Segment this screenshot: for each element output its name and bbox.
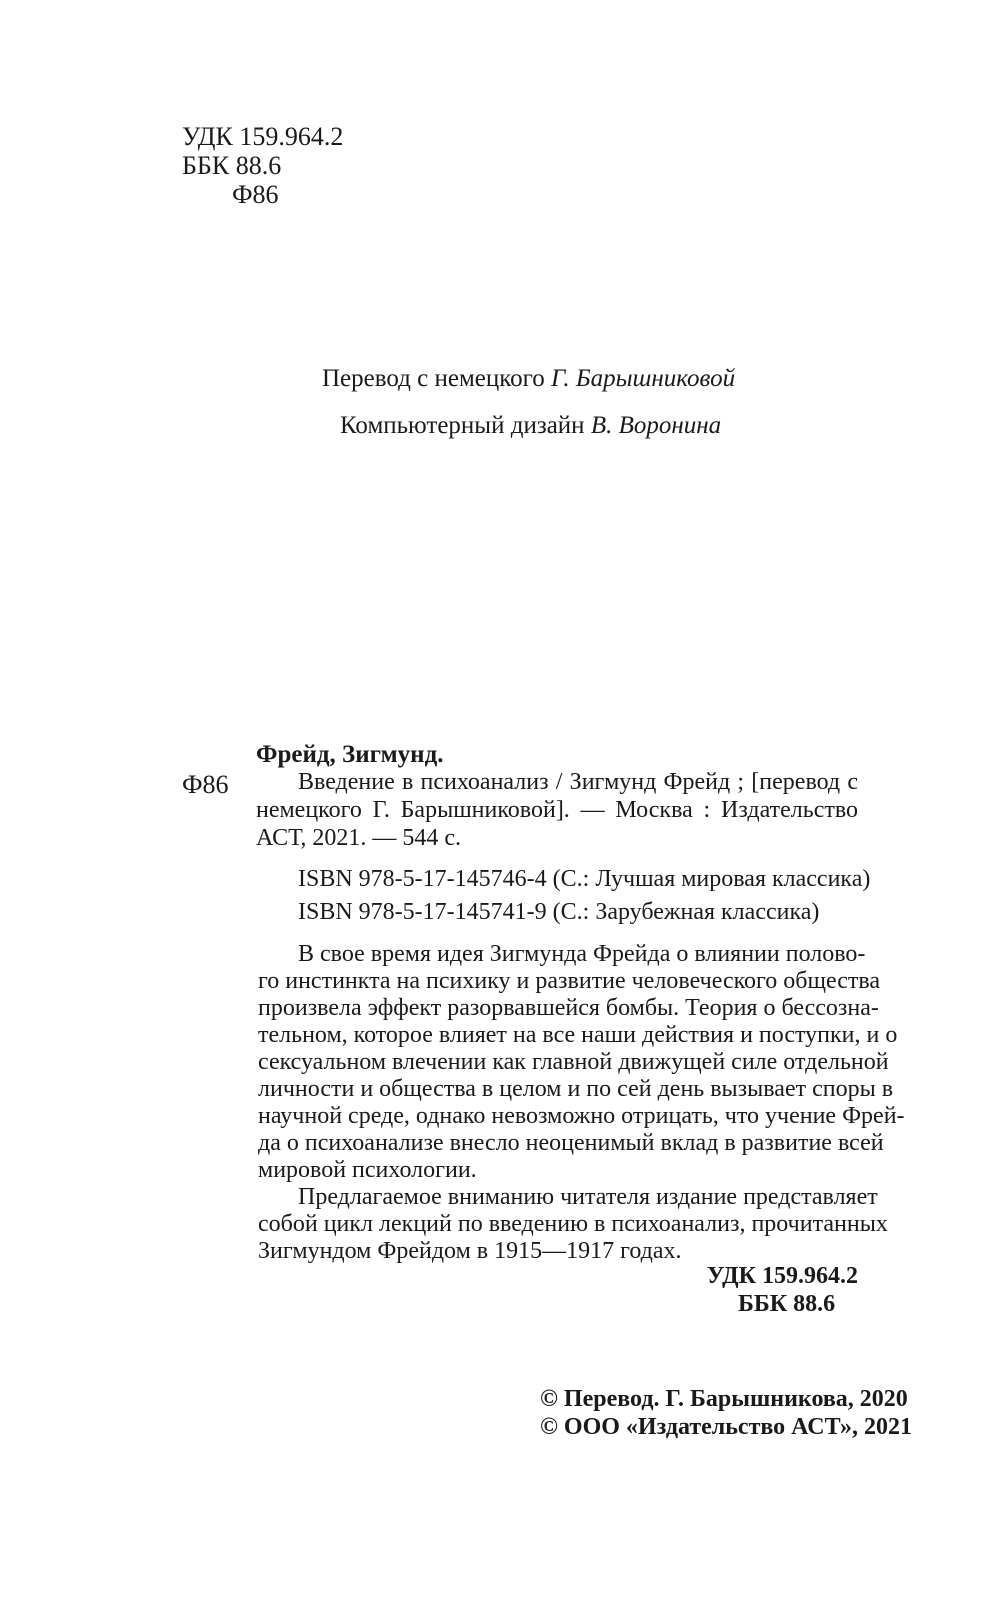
annotation-paragraph-2 xyxy=(258,1184,888,1265)
annotation-paragraph-1 xyxy=(258,941,905,1184)
udk-code-top: УДК 159.964.2 xyxy=(182,122,344,151)
bbk-code-top: ББК 88.6 xyxy=(182,151,282,180)
designer-name: В. Воронина xyxy=(590,412,722,439)
author-heading: Фрейд, Зигмунд. xyxy=(256,741,444,768)
udk-code-bottom: УДК 159.964.2 xyxy=(706,1263,858,1289)
author-mark-top: Ф86 xyxy=(232,180,279,209)
annotation-line: тельном, которое влияет на все наши действия и поступки, и о xyxy=(258,1022,898,1048)
annotation-line: В свое время идея Зигмунда Фрейда о влиянии полово- xyxy=(298,941,866,967)
translator-name: Г. Барышниковой xyxy=(551,365,736,392)
bbk-code-bottom: ББК 88.6 xyxy=(738,1291,836,1317)
annotation-line: собой цикл лекций по введению в психоанализ, прочитанных xyxy=(258,1211,888,1237)
translation-credit xyxy=(322,364,735,394)
entry-line: Введение в психоанализ / Зигмунд Фрейд ; [перевод с xyxy=(298,769,858,795)
copyright-publisher: © ООО «Издательство АСТ», 2021 xyxy=(540,1414,913,1440)
annotation-line: мировой психологии. xyxy=(258,1157,477,1183)
annotation-line: Предлагаемое вниманию читателя издание представляет xyxy=(298,1184,878,1210)
entry-line: немецкого Г. Барышниковой]. — Москва : Издательство xyxy=(256,797,858,823)
bibliographic-entry xyxy=(256,768,858,852)
isbn-line: ISBN 978-5-17-145746-4 (С.: Лучшая мировая классика) xyxy=(298,866,871,892)
annotation-line: произвела эффект разорвавшейся бомбы. Теория о бессозна- xyxy=(258,995,879,1021)
design-prefix: Компьютерный дизайн xyxy=(340,412,585,439)
entry-line: АСТ, 2021. — 544 с. xyxy=(256,825,462,851)
copyright-translation: © Перевод. Г. Барышникова, 2020 xyxy=(540,1386,908,1412)
annotation-line: да о психоанализе внесло неоценимый вклад в развитие всей xyxy=(258,1130,884,1156)
author-mark-entry: Ф86 xyxy=(182,770,229,799)
translation-prefix: Перевод с немецкого xyxy=(322,365,545,392)
annotation-line: Зигмундом Фрейдом в 1915—1917 годах. xyxy=(258,1238,682,1264)
annotation-line: научной среде, однако невозможно отрицать, что учение Фрей- xyxy=(258,1103,905,1129)
annotation-line: личности и общества в целом и по сей день вызывает споры в xyxy=(258,1076,894,1102)
isbn-line: ISBN 978-5-17-145741-9 (С.: Зарубежная классика) xyxy=(298,899,820,925)
annotation-line: го инстинкта на психику и развитие человеческого общества xyxy=(258,968,881,994)
annotation-line: сексуальном влечении как главной движущей силе отдельной xyxy=(258,1049,889,1075)
design-credit xyxy=(340,411,721,441)
